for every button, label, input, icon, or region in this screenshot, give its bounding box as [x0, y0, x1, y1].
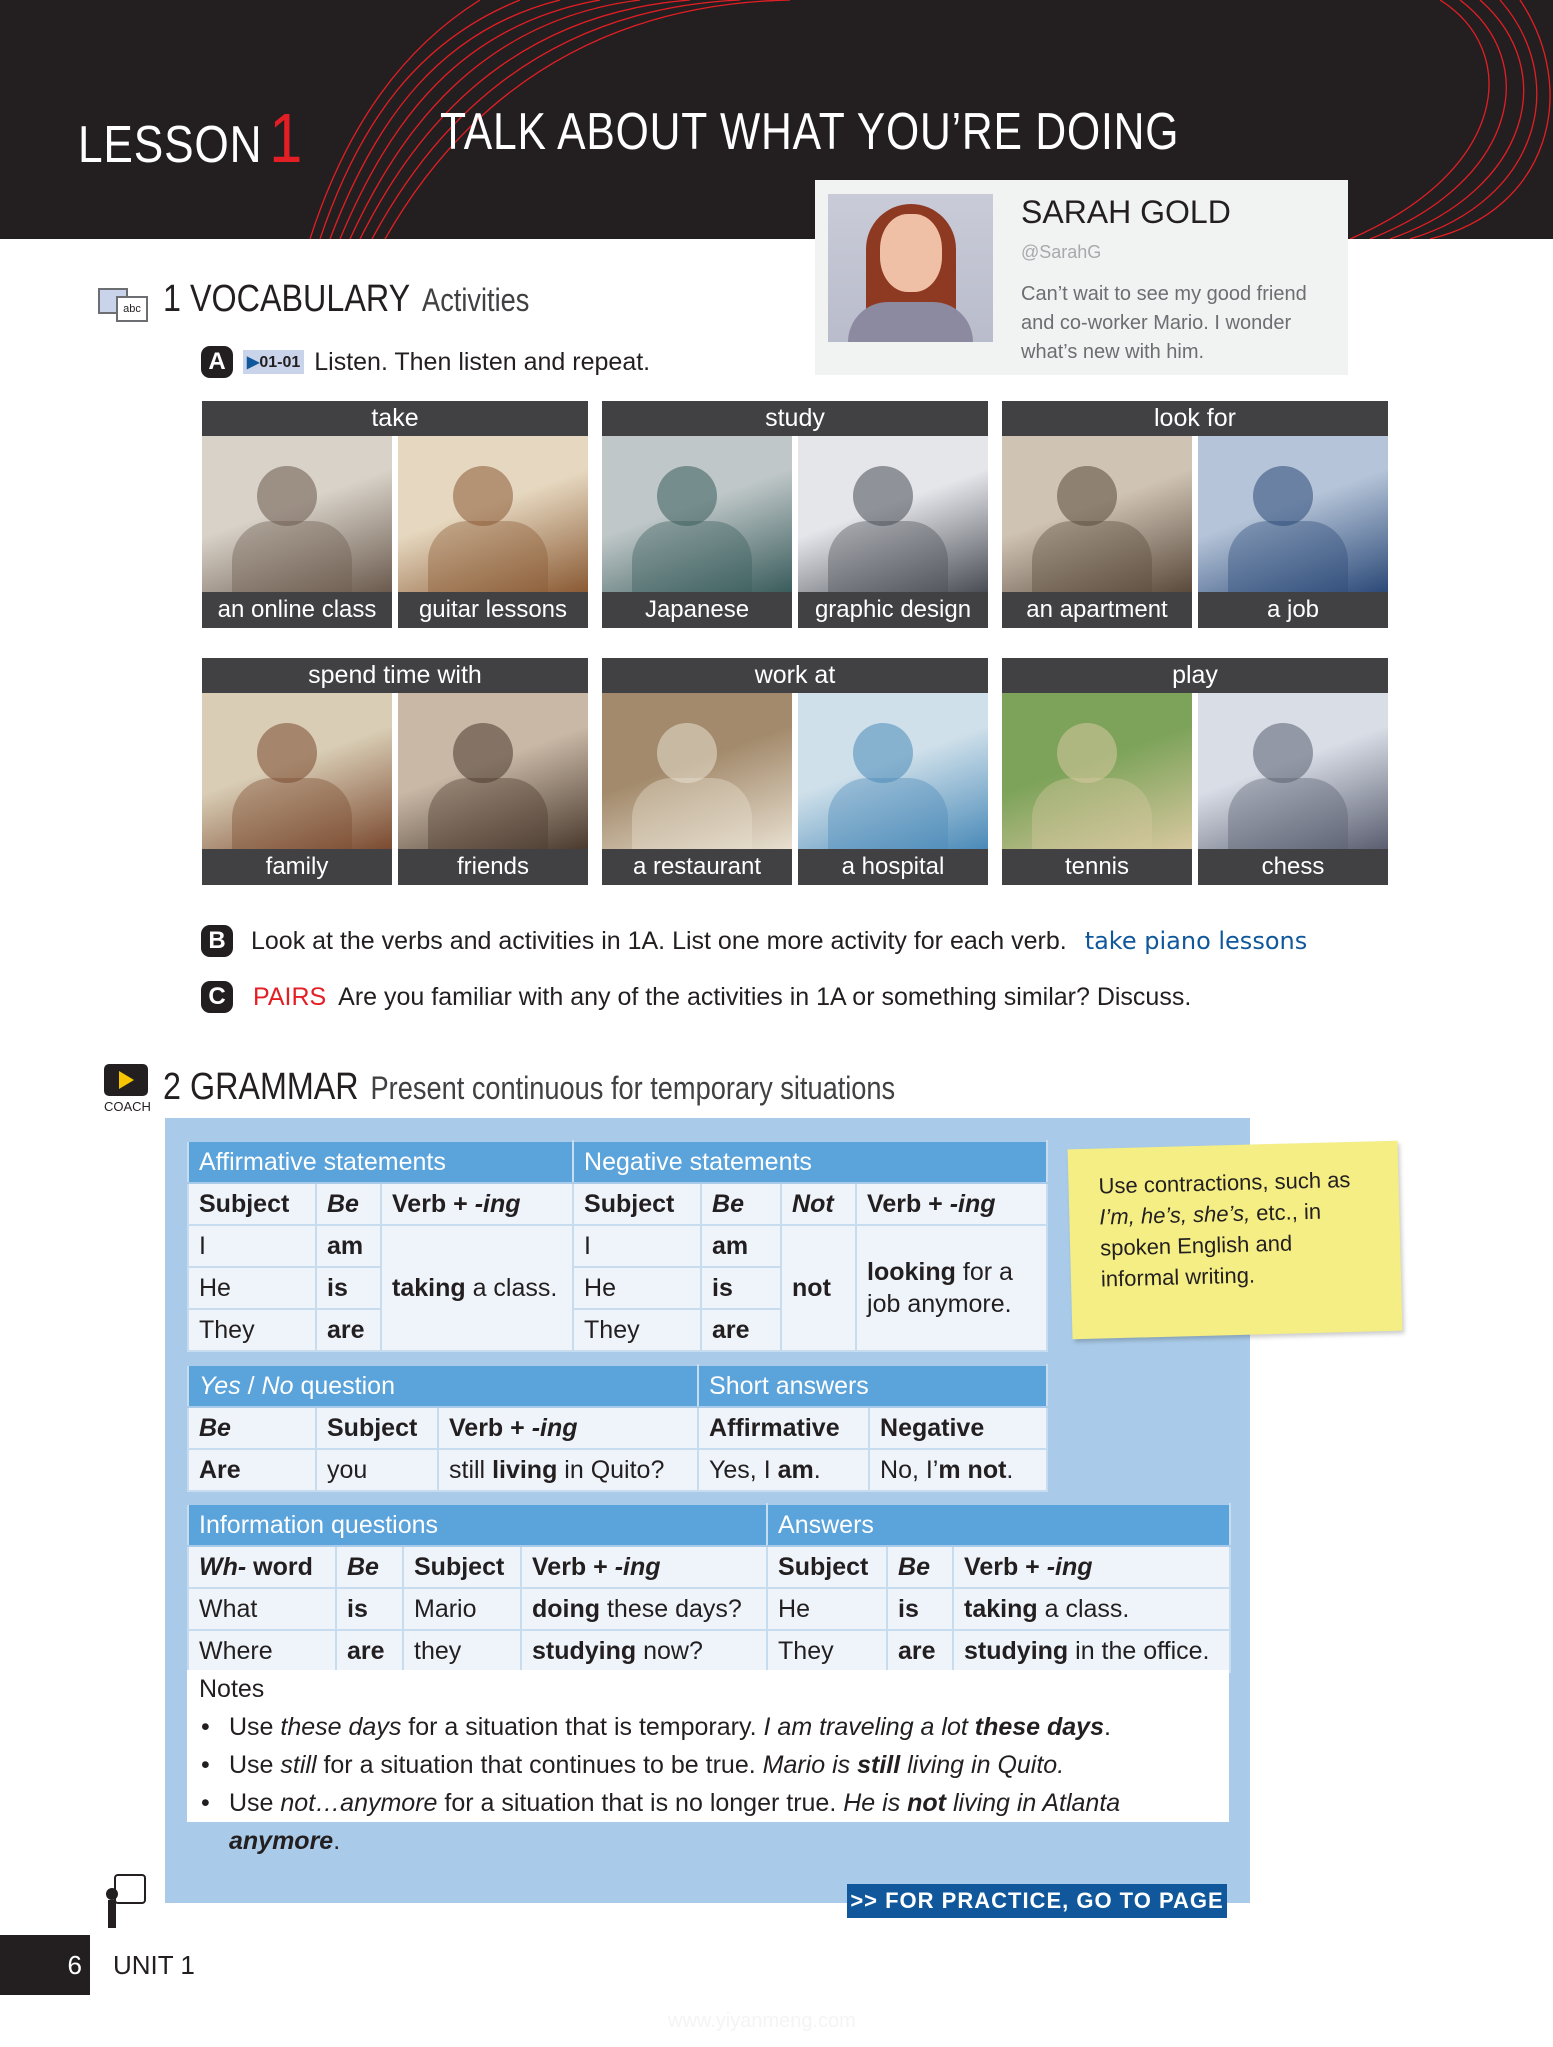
- verb-label: look for: [1002, 401, 1388, 436]
- column-header: Be: [316, 1183, 381, 1225]
- sticky-note: [1068, 1141, 1403, 1340]
- table-cell: [438, 1449, 698, 1491]
- vocab-group: [602, 401, 988, 628]
- lesson-title: TALK ABOUT WHAT YOU’RE DOING: [440, 103, 1180, 161]
- text-segment: still: [857, 1751, 901, 1779]
- text-segment: .: [1006, 1455, 1014, 1484]
- column-header: Subject: [767, 1546, 887, 1588]
- text-segment: not: [907, 1789, 947, 1817]
- vocab-card: [798, 436, 988, 628]
- activity-photo: [1198, 693, 1388, 849]
- vocab-card: [1002, 693, 1192, 885]
- column-header: Be: [188, 1407, 316, 1449]
- unit-label: UNIT 1: [113, 1950, 195, 1980]
- profile-handle: @SarahG: [1021, 242, 1102, 262]
- exercise-c: [201, 981, 1191, 1013]
- text-segment: Use: [229, 1751, 281, 1779]
- activity-photo: [398, 693, 588, 849]
- column-header: Subject: [316, 1407, 438, 1449]
- information-questions-table: [187, 1503, 1231, 1673]
- table-cell: I: [573, 1225, 701, 1267]
- column-header: [521, 1546, 767, 1588]
- table-cell: They: [573, 1309, 701, 1351]
- text-segment: .: [813, 1455, 821, 1484]
- coach-label: COACH: [104, 1099, 151, 1114]
- page-number: 6: [0, 1935, 90, 1995]
- table-header: Short answers: [698, 1365, 1047, 1407]
- text-segment: He is: [843, 1789, 908, 1817]
- vocab-card: [202, 436, 392, 628]
- exercise-instruction: Look at the verbs and activities in 1A. List one more activity for each verb.: [251, 926, 1067, 955]
- activity-photo: [602, 436, 792, 592]
- activity-label: an apartment: [1002, 592, 1192, 628]
- activity-label: graphic design: [798, 592, 988, 628]
- text-segment: Yes: [199, 1371, 241, 1400]
- table-header: Affirmative statements: [188, 1141, 573, 1183]
- grammar-heading: [163, 1066, 895, 1109]
- table-cell: [869, 1449, 1047, 1491]
- text-segment: still: [280, 1751, 317, 1779]
- vocab-card: [1002, 436, 1192, 628]
- profile-card: [815, 180, 1348, 375]
- text-segment: not…anymore: [280, 1789, 438, 1817]
- text-segment: Verb +: [867, 1189, 950, 1218]
- text-segment: doing: [532, 1594, 601, 1623]
- table-header: Negative statements: [573, 1141, 1047, 1183]
- pairs-label: PAIRS: [253, 982, 327, 1011]
- activity-photo: [1002, 693, 1192, 849]
- text-segment: Verb +: [532, 1552, 615, 1581]
- column-header: [856, 1183, 1047, 1225]
- activity-label: an online class: [202, 592, 392, 628]
- table-cell: is: [701, 1267, 781, 1309]
- table-cell: Are: [188, 1449, 316, 1491]
- activity-label: chess: [1198, 849, 1388, 885]
- section-title: GRAMMAR: [189, 1066, 359, 1108]
- watermark: www.yiyanmeng.com: [668, 2010, 856, 2032]
- text-segment: studying: [964, 1636, 1069, 1665]
- activity-photo: [398, 436, 588, 592]
- text-segment: living in Quito.: [900, 1751, 1065, 1779]
- activity-photo: [202, 693, 392, 849]
- text-segment: these days: [280, 1713, 402, 1741]
- teacher-presentation-icon: [104, 1874, 150, 1930]
- text-segment: -ing: [949, 1189, 996, 1218]
- lesson-number: 1: [269, 99, 304, 177]
- activity-label: tennis: [1002, 849, 1192, 885]
- table-cell: [953, 1630, 1230, 1672]
- table-cell: [953, 1588, 1230, 1630]
- text-segment: these days: [974, 1713, 1104, 1741]
- table-cell: [856, 1225, 1047, 1351]
- vocabulary-icon: [98, 288, 150, 322]
- column-header: Not: [781, 1183, 856, 1225]
- table-cell: What: [188, 1588, 336, 1630]
- text-segment: word: [246, 1552, 313, 1581]
- activity-photo: [1002, 436, 1192, 592]
- text-segment: these days?: [600, 1594, 742, 1623]
- activity-label: Japanese: [602, 592, 792, 628]
- activity-label: a restaurant: [602, 849, 792, 885]
- column-header: [381, 1183, 573, 1225]
- text-segment: for a situation that continues to be true.: [316, 1751, 763, 1779]
- exercise-b: [201, 925, 1307, 957]
- note-item: [199, 1746, 1217, 1784]
- text-segment: Yes, I: [709, 1455, 778, 1484]
- text-segment: anymore: [229, 1827, 334, 1855]
- table-cell: am: [316, 1225, 381, 1267]
- column-header: [953, 1546, 1230, 1588]
- column-header: [438, 1407, 698, 1449]
- column-header: Subject: [573, 1183, 701, 1225]
- table-cell: they: [403, 1630, 521, 1672]
- text-segment: for a situation that is temporary.: [401, 1713, 764, 1741]
- table-cell: [698, 1449, 869, 1491]
- handwritten-example: take piano lessons: [1084, 927, 1308, 955]
- text-segment: m not: [938, 1455, 1007, 1484]
- text-segment: now?: [636, 1636, 703, 1665]
- table-cell: you: [316, 1449, 438, 1491]
- vocab-group: [202, 401, 588, 628]
- exercise-badge: B: [201, 925, 233, 957]
- text-segment: I am traveling a lot: [763, 1713, 975, 1741]
- table-cell: [381, 1225, 573, 1351]
- text-segment: living: [492, 1455, 558, 1484]
- exercise-badge: A: [201, 346, 233, 378]
- text-segment: Wh-: [199, 1552, 247, 1581]
- text-segment: Verb +: [392, 1189, 475, 1218]
- vocabulary-heading: [163, 278, 529, 321]
- verb-label: spend time with: [202, 658, 588, 693]
- lesson-text: LESSON: [78, 116, 263, 174]
- table-cell: are: [316, 1309, 381, 1351]
- text-segment: -ing: [614, 1552, 661, 1581]
- text-segment: Verb +: [964, 1552, 1047, 1581]
- activity-label: a hospital: [798, 849, 988, 885]
- profile-name: SARAH GOLD: [1021, 194, 1231, 230]
- activity-photo: [798, 693, 988, 849]
- text-segment: -ing: [531, 1413, 578, 1442]
- section-number: 1: [163, 278, 181, 320]
- activity-label: guitar lessons: [398, 592, 588, 628]
- vocab-card: [602, 436, 792, 628]
- text-segment: living in Atlanta: [946, 1789, 1121, 1817]
- text-segment: in Quito?: [557, 1455, 665, 1484]
- table-header: Information questions: [188, 1504, 767, 1546]
- text-segment: .: [1104, 1713, 1111, 1741]
- table-cell: He: [188, 1267, 316, 1309]
- vocab-card: [602, 693, 792, 885]
- verb-label: work at: [602, 658, 988, 693]
- vocab-card: [398, 693, 588, 885]
- column-header: [188, 1546, 336, 1588]
- activity-photo: [202, 436, 392, 592]
- verb-label: play: [1002, 658, 1388, 693]
- text-segment: etc., in spoken English and informal writing.: [1099, 1198, 1322, 1292]
- vocab-card: [202, 693, 392, 885]
- text-segment: I’m, he’s, she’s,: [1099, 1200, 1251, 1230]
- vocab-card: [798, 693, 988, 885]
- table-cell: not: [781, 1225, 856, 1351]
- text-segment: /: [240, 1371, 262, 1400]
- note-item: [199, 1708, 1217, 1746]
- lesson-label: [78, 98, 303, 178]
- text-segment: taking: [392, 1273, 466, 1302]
- text-segment: Mario is: [762, 1751, 858, 1779]
- verb-label: take: [202, 401, 588, 436]
- table-cell: is: [887, 1588, 953, 1630]
- column-header: Negative: [869, 1407, 1047, 1449]
- table-cell: Mario: [403, 1588, 521, 1630]
- table-cell: are: [336, 1630, 403, 1672]
- section-subtitle: Activities: [422, 282, 530, 318]
- table-cell: They: [767, 1630, 887, 1672]
- verb-label: study: [602, 401, 988, 436]
- practice-link[interactable]: >> FOR PRACTICE, GO TO PAGE 125: [847, 1884, 1227, 1918]
- column-header: Subject: [188, 1183, 316, 1225]
- table-cell: [521, 1630, 767, 1672]
- yes-no-question-table: [187, 1364, 1048, 1492]
- exercise-badge: C: [201, 981, 233, 1013]
- table-cell: is: [336, 1588, 403, 1630]
- column-header: Subject: [403, 1546, 521, 1588]
- section-number: 2: [163, 1066, 181, 1108]
- table-cell: Where: [188, 1630, 336, 1672]
- text-segment: Verb +: [449, 1413, 532, 1442]
- exercise-a: [201, 346, 650, 378]
- table-cell: [521, 1588, 767, 1630]
- vocab-card: [1198, 693, 1388, 885]
- vocab-group: [202, 658, 588, 885]
- text-segment: question: [293, 1371, 395, 1400]
- table-cell: is: [316, 1267, 381, 1309]
- column-header: Be: [701, 1183, 781, 1225]
- column-header: Be: [887, 1546, 953, 1588]
- abc-label: abc: [116, 296, 148, 322]
- text-segment: am: [777, 1455, 814, 1484]
- text-segment: for a job anymore.: [867, 1258, 1013, 1318]
- activity-photo: [602, 693, 792, 849]
- table-header: Answers: [767, 1504, 1230, 1546]
- text-segment: still: [449, 1455, 493, 1484]
- text-segment: for a situation that is no longer true.: [437, 1789, 844, 1817]
- audio-track-number: 01-01: [259, 354, 301, 371]
- note-item: [199, 1784, 1217, 1860]
- exercise-instruction: Listen. Then listen and repeat.: [314, 347, 651, 376]
- text-segment: a class.: [465, 1273, 558, 1302]
- text-segment: looking: [867, 1258, 956, 1286]
- activity-photo: [798, 436, 988, 592]
- column-header: Affirmative: [698, 1407, 869, 1449]
- vocab-card: [1198, 436, 1388, 628]
- text-segment: studying: [532, 1636, 637, 1665]
- text-segment: Use contractions, such as: [1098, 1166, 1351, 1199]
- text-segment: -ing: [474, 1189, 521, 1218]
- table-cell: are: [701, 1309, 781, 1351]
- text-segment: -ing: [1046, 1552, 1093, 1581]
- audio-track-button[interactable]: [243, 350, 304, 374]
- notes-title: Notes: [199, 1675, 265, 1703]
- text-segment: taking: [964, 1594, 1038, 1623]
- table-cell: I: [188, 1225, 316, 1267]
- exercise-instruction: Are you familiar with any of the activities in 1A or something similar? Discuss.: [338, 982, 1192, 1011]
- coach-video-icon[interactable]: [104, 1064, 150, 1116]
- vocab-group: [1002, 658, 1388, 885]
- text-segment: No: [261, 1371, 294, 1400]
- section-subtitle: Present continuous for temporary situations: [370, 1070, 896, 1106]
- grammar-notes: [187, 1670, 1229, 1855]
- text-segment: No, I’: [880, 1455, 939, 1484]
- text-segment: Use: [229, 1789, 281, 1817]
- section-title: VOCABULARY: [189, 278, 411, 320]
- profile-photo: [828, 194, 993, 342]
- activity-label: a job: [1198, 592, 1388, 628]
- statements-table: [187, 1140, 1048, 1352]
- text-segment: a class.: [1037, 1594, 1130, 1623]
- activity-photo: [1198, 436, 1388, 592]
- table-cell: am: [701, 1225, 781, 1267]
- play-icon: ▶: [247, 354, 260, 371]
- profile-message: Can’t wait to see my good friend and co-worker Mario. I wonder what’s new with him.: [1021, 283, 1307, 363]
- vocab-group: [1002, 401, 1388, 628]
- table-cell: are: [887, 1630, 953, 1672]
- vocab-card: [398, 436, 588, 628]
- table-header: [188, 1365, 698, 1407]
- table-cell: He: [573, 1267, 701, 1309]
- table-cell: He: [767, 1588, 887, 1630]
- vocab-group: [602, 658, 988, 885]
- activity-label: friends: [398, 849, 588, 885]
- text-segment: .: [333, 1827, 341, 1855]
- text-segment: in the office.: [1068, 1636, 1210, 1665]
- activity-label: family: [202, 849, 392, 885]
- text-segment: Use: [229, 1713, 281, 1741]
- column-header: Be: [336, 1546, 403, 1588]
- table-cell: They: [188, 1309, 316, 1351]
